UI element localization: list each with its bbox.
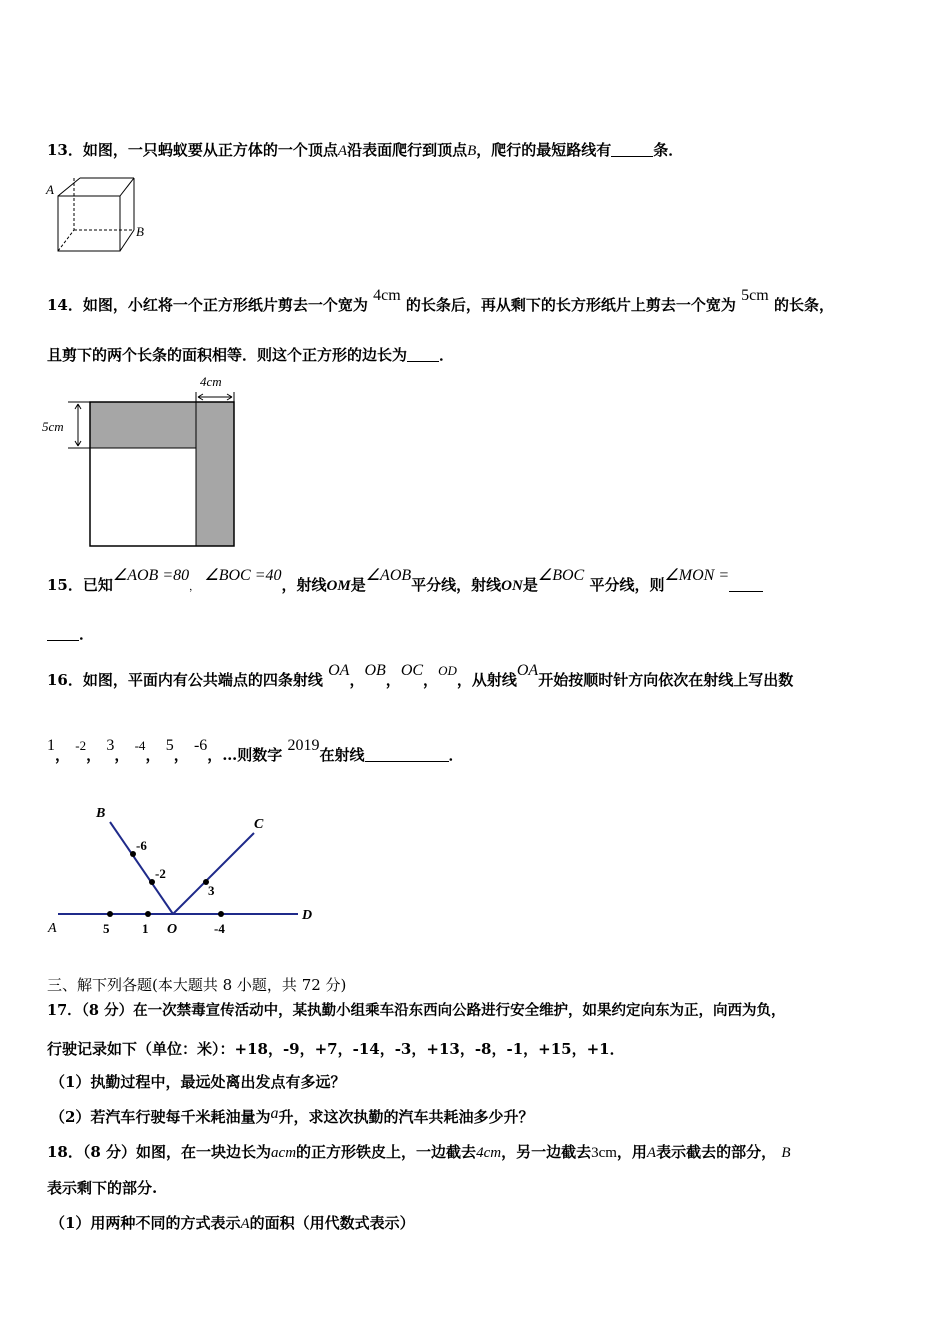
label-4cm: 4cm [200,374,222,389]
q17-sub1: （1）执勤过程中，最远处离出发点有多远？ [50,1073,346,1091]
q18-line2: 表示剩下的部分. [47,1179,158,1197]
strip-5cm [90,402,196,448]
q16-line2: 1， -2， 3， -4， 5， -6，…则数字 2019在射线 ． [47,737,464,764]
rays-figure [40,798,330,943]
square-strips-figure [40,372,250,554]
label-a: A [48,921,57,936]
cube-front-face [58,196,120,251]
label-minus2: -2 [155,866,166,881]
strip-4cm [196,402,234,546]
label-minus6: -6 [136,838,147,853]
label-5cm: 5cm [42,419,64,434]
label-1: 1 [142,921,149,936]
q14-line1: 14．如图，小红将一个正方形纸片剪去一个宽为 4cm 的长条后，再从剩下的长方形纸片上剪去一个宽为 5cm 的长条， [47,287,834,314]
label-b: B [96,806,106,821]
label-d: D [302,908,313,923]
q18-sub1: （1）用两种不同的方式表示A的面积（用代数式表示） [50,1214,415,1232]
cube-label-b: B [136,224,144,239]
q16-line1: 16．如图，平面内有公共端点的四条射线 OA，OB，OC，OD，从射线OA开始按顺时针方向依次在射线上写出数 [47,662,794,689]
q13-answer-blank[interactable] [611,142,653,157]
cube-figure [44,174,154,256]
q15-answer-blank[interactable] [729,577,763,592]
point-1 [145,911,151,917]
q13-text: 13．如图，一只蚂蚁要从正方体的一个顶点A沿表面爬行到顶点B，爬行的最短路线有 条． [47,141,684,159]
q17-line2: 行驶记录如下（单位：米）：+18，-9，+7，-14，-3，+13，-8，-1，+15，+1． [47,1040,625,1058]
q15-line1: 15．已知∠AOB =80， ∠BOC =40，射线OM是∠AOB平分线，射线ON是∠BOC 平分线，则∠MON = [47,575,763,598]
q15-answer-blank-cont[interactable] [47,626,79,641]
q18-line1: 18．（8 分）如图，在一块边长为acm的正方形铁皮上，一边截去4cm，另一边截去3cm，用A表示截去的部分， B [47,1143,791,1161]
label-5: 5 [103,921,110,936]
cube-label-a: A [46,182,54,197]
q14-answer-blank[interactable] [407,347,439,362]
q14-line2: 且剪下的两个长条的面积相等．则这个正方形的边长为 ． [47,346,455,364]
ray-oc [173,833,254,914]
point-minus4 [218,911,224,917]
q17-line1: 17．（8 分）在一次禁毒宣传活动中，某执勤小组乘车沿东西向公路进行安全维护，如果约定向东为正，向西为负， [47,1002,786,1019]
label-3: 3 [208,883,215,898]
label-minus4: -4 [214,921,225,936]
q16-answer-blank[interactable] [365,747,449,762]
point-5 [107,911,113,917]
q15-line2: ． [47,624,94,644]
q17-sub2: （2）若汽车行驶每千米耗油量为a升，求这次执勤的汽车共耗油多少升？ [50,1105,534,1126]
label-c: C [254,817,264,832]
section3-title: 三、解下列各题(本大题共 8 小题，共 72 分) [47,976,347,994]
label-o: O [167,922,178,937]
